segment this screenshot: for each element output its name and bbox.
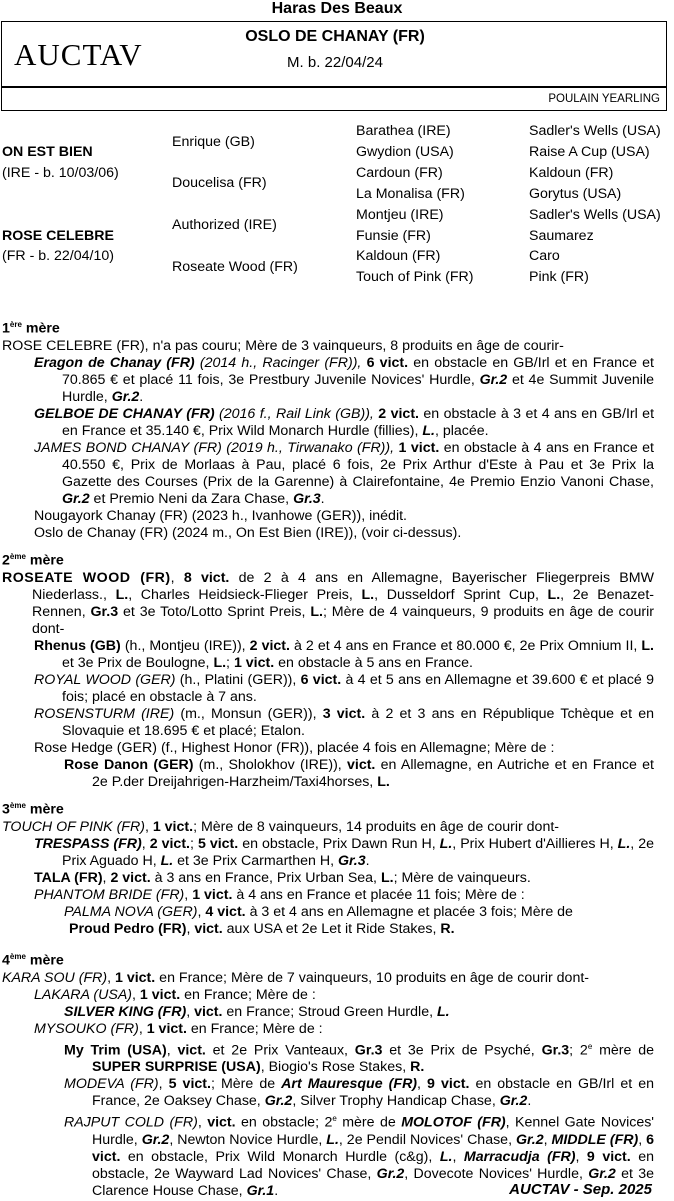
- farm-title: Haras Des Beaux: [271, 0, 403, 17]
- dam-name: ROSE CELEBRE: [2, 228, 114, 244]
- produce-entry: MODEVA (FR), 5 vict.; Mère de Art Mauresque (FR), 9 vict. en obstacle en GB/Irl et en France, 2e Oaksey Chase, Gr.2, Silver Trophy Handicap Chase, Gr.2.: [64, 1076, 654, 1110]
- horse-details: M. b. 22/04/24: [287, 54, 383, 71]
- ped-gen4: Sadler's Wells (USA): [529, 207, 661, 223]
- produce-entry: SILVER KING (FR), vict. en France; Stroud Green Hurdle, L.: [64, 1003, 450, 1020]
- dam-details: (FR - b. 22/04/10): [2, 248, 114, 264]
- produce-entry: Rose Danon (GER) (m., Sholokhov (IRE)), vict. en Allemagne, en Autriche et en France et 2e P.der Dreijahrigen-Harzheim/Taxi4horses, L.: [64, 756, 655, 790]
- produce-entry: Rhenus (GB) (h., Montjeu (IRE)), 2 vict. à 2 et 4 ans en France et 80.000 €, 2e Prix Omnium II, L. et 3e Prix de Boulogne, L.; 1 vict. en obstacle à 5 ans en France.: [34, 637, 654, 671]
- auctav-logo: AUCTAV: [14, 37, 143, 72]
- ped-gen4: Gorytus (USA): [529, 186, 622, 202]
- ped-gen3: Kaldoun (FR): [356, 248, 441, 264]
- produce-entry: LAKARA (USA), 1 vict. en France; Mère de :: [34, 986, 316, 1003]
- ped-gen3: Cardoun (FR): [356, 165, 443, 181]
- ped-gen4: Raise A Cup (USA): [529, 144, 650, 160]
- ped-gen3: Barathea (IRE): [356, 123, 451, 139]
- footer-credit: AUCTAV - Sep. 2025: [509, 1181, 652, 1198]
- produce-entry: Oslo de Chanay (FR) (2024 m., On Est Bien (IRE)), (voir ci-dessus).: [34, 524, 462, 541]
- section-third-dam: [2, 797, 654, 938]
- produce-entry: My Trim (USA), vict. et 2e Prix Vanteaux, Gr.3 et 3e Prix de Psyché, Gr.3; 2e mère de SUPER SURPRISE (USA), Biogio's Rose Stakes, R.: [64, 1041, 655, 1076]
- sire-details: (IRE - b. 10/03/06): [2, 165, 119, 181]
- produce-entry: GELBOE DE CHANAY (FR) (2016 f., Rail Link (GB)), 2 vict. en obstacle à 3 et 4 ans en GB/Irl et en France et 35.140 €, Prix Wild Monarch Hurdle (fillies), L., placée.: [34, 405, 655, 439]
- sire-name: ON EST BIEN: [2, 144, 93, 160]
- ped-gen2: Enrique (GB): [172, 134, 255, 150]
- produce-entry: PHANTOM BRIDE (FR), 1 vict. à 4 ans en France et placée 11 fois; Mère de :: [34, 886, 525, 903]
- ped-gen2: Roseate Wood (FR): [172, 259, 298, 275]
- section-title: 4ème mère: [2, 952, 64, 969]
- produce-entry: Rose Hedge (GER) (f., Highest Honor (FR)), placée 4 fois en Allemagne; Mère de :: [34, 739, 555, 756]
- ped-gen3: Funsie (FR): [356, 228, 431, 244]
- section-title: 1ère mère: [2, 320, 60, 337]
- produce-entry: JAMES BOND CHANAY (FR) (2019 h., Tirwanako (FR)), 1 vict. en obstacle à 4 ans en France et 40.550 €, Prix de Morlaas à Pau, placé 6 fois, 2e Prix Arthur d'Este à Pau et 3e Prix la Gazette des Courses (Prix de la Garenne) à Clairefontaine, 4e Premio Enzio Vanoni Chase, Gr.2 et Premio Neni da Zara Chase, Gr.3.: [34, 439, 654, 507]
- produce-entry: PALMA NOVA (GER), 4 vict. à 3 et 4 ans en Allemagne et placée 3 fois; Mère de: [64, 903, 573, 920]
- produce-entry: Proud Pedro (FR), vict. aux USA et 2e Let it Ride Stakes, R.: [69, 920, 455, 937]
- ped-gen4: Pink (FR): [529, 269, 589, 285]
- produce-entry: TALA (FR), 2 vict. à 3 ans en France, Prix Urban Sea, L.; Mère de vainqueurs.: [34, 869, 531, 886]
- dam-line: KARA SOU (FR), 1 vict. en France; Mère de 7 vainqueurs, 10 produits en âge de courir dont-: [2, 969, 589, 986]
- produce-entry: Eragon de Chanay (FR) (2014 h., Racinger (FR)), 6 vict. en obstacle en GB/Irl et en France et 70.865 € et placé 11 fois, 3e Prestbury Juvenile Novices' Hurdle, Gr.2 et 4e Summit Juvenile Hurdle, Gr.2.: [34, 354, 654, 405]
- dam-line: TOUCH OF PINK (FR), 1 vict.; Mère de 8 vainqueurs, 14 produits en âge de courir dont-: [2, 818, 560, 835]
- horse-name: OSLO DE CHANAY (FR): [245, 28, 425, 45]
- ped-gen2: Doucelisa (FR): [172, 175, 267, 191]
- ped-gen4: Caro: [529, 248, 560, 264]
- ped-gen3: Montjeu (IRE): [356, 207, 444, 223]
- produce-entry: TRESPASS (FR), 2 vict.; 5 vict. en obstacle, Prix Dawn Run H, L., Prix Hubert d'Aillieres H, L., 2e Prix Aguado H, L. et 3e Prix Carmarthen H, Gr.3.: [34, 835, 654, 869]
- dam-line: ROSEATE WOOD (FR), 8 vict. de 2 à 4 ans en Allemagne, Bayerischer Fliegerpreis BMW Niederlass., L., Charles Heidsieck-Flieger Preis, L., Dusseldorf Sprint Cup, L., 2e Benazet-Rennen, Gr.3 et 3e Toto/Lotto Sprint Preis, L.; Mère de 4 vainqueurs, 9 produits en âge de courir dont-: [2, 569, 654, 637]
- produce-entry: RAJPUT COLD (FR), vict. en obstacle; 2e mère de MOLOTOF (FR), Kennel Gate Novices' Hurdle, Gr.2, Newton Novice Hurdle, L., 2e Pendil Novices' Chase, Gr.2, MIDDLE (FR), 6 vict. en obstacle, Prix Wild Monarch Hurdle (c&g), L., Marracudja (FR), 9 vict. en obstacle, 2e Wayward Lad Novices' Chase, Gr.2, Dovecote Novices' Hurdle, Gr.2 et 3e Clarence House Chase, Gr.1.: [64, 1114, 655, 1200]
- section-second-dam: [2, 548, 654, 791]
- section-fourth-dam: [2, 948, 654, 1200]
- ped-gen3: Touch of Pink (FR): [356, 269, 474, 285]
- dam-line: ROSE CELEBRE (FR), n'a pas couru; Mère de 3 vainqueurs, 8 produits en âge de courir-: [2, 337, 564, 354]
- ped-gen3: Gwydion (USA): [356, 144, 454, 160]
- ped-gen2: Authorized (IRE): [172, 217, 277, 233]
- produce-entry: ROSENSTURM (IRE) (m., Monsun (GER)), 3 vict. à 2 et 3 ans en République Tchèque et en Slovaquie et 18.695 € et placé; Etalon.: [34, 705, 654, 739]
- ped-gen3: La Monalisa (FR): [356, 186, 465, 202]
- section-title: 3ème mère: [2, 801, 64, 818]
- category-label: POULAIN YEARLING: [548, 93, 660, 105]
- ped-gen4: Kaldoun (FR): [529, 165, 614, 181]
- produce-entry: ROYAL WOOD (GER) (h., Platini (GER)), 6 vict. à 4 et 5 ans en Allemagne et 39.600 € et placé 9 fois; placé en obstacle à 7 ans.: [34, 671, 654, 705]
- ped-gen4: Sadler's Wells (USA): [529, 123, 661, 139]
- section-title: 2ème mère: [2, 552, 64, 569]
- produce-entry: MYSOUKO (FR), 1 vict. en France; Mère de :: [34, 1020, 323, 1037]
- ped-gen4: Saumarez: [529, 228, 594, 244]
- section-first-dam: [2, 316, 654, 542]
- produce-entry: Nougayork Chanay (FR) (2023 h., Ivanhowe (GER)), inédit.: [34, 507, 407, 524]
